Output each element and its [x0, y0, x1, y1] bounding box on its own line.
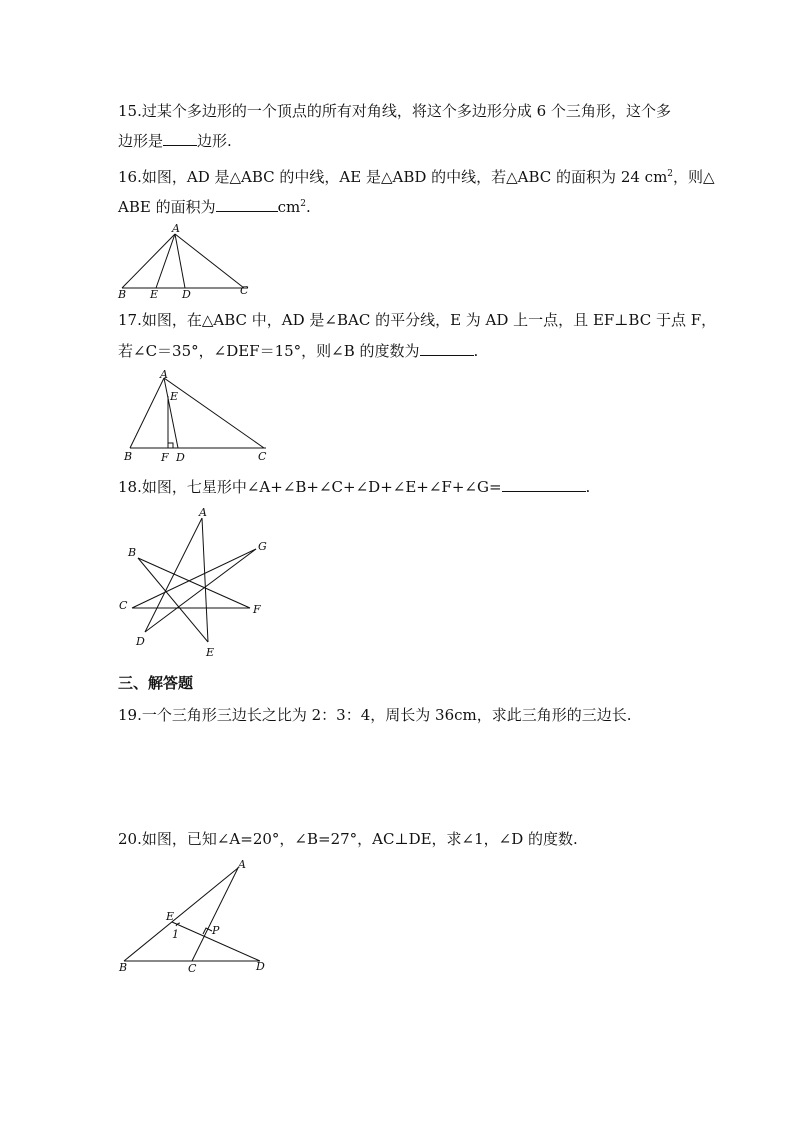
q16-label-c: C — [240, 284, 249, 297]
q16-label-d: D — [182, 288, 191, 301]
q16-figure — [110, 222, 260, 302]
q20-label-d: D — [256, 960, 265, 973]
q18-end: . — [585, 478, 591, 496]
section-heading: 三、解答题 — [118, 674, 194, 692]
q20-label-1: 1 — [172, 928, 179, 941]
q17-label-e: E — [170, 390, 179, 403]
q18-label-c: C — [119, 599, 128, 612]
q16-text-end: ，则△ — [673, 168, 715, 186]
q17-line2 — [118, 341, 478, 361]
q15-line1: 15.过某个多边形的一个顶点的所有对角线，将这个多边形分成 6 个三角形，这个多 — [118, 102, 671, 120]
q17-label-a: A — [160, 368, 168, 381]
q18-label-g: G — [258, 540, 267, 553]
q16-text: 16.如图，AD 是△ABC 的中线，AE 是△ABD 的中线，若△ABC 的面积为 24 cm — [118, 168, 668, 186]
q18-label-d: D — [136, 635, 145, 648]
q17-label-c: C — [258, 450, 267, 463]
q20-label-c: C — [188, 962, 197, 975]
q20-label-p: P — [212, 924, 220, 937]
q16-answer-blank[interactable] — [216, 197, 278, 212]
q16-sup: 2 — [667, 169, 674, 179]
q18-answer-blank[interactable] — [502, 477, 586, 492]
q16-end: . — [305, 198, 311, 216]
q20-label-a: A — [238, 858, 246, 871]
q17-line1: 17.如图，在△ABC 中，AD 是∠BAC 的平分线，E 为 AD 上一点，且 EF⊥BC 于点 F， — [118, 311, 717, 329]
q15-line2 — [118, 131, 232, 151]
q20-label-b: B — [119, 961, 128, 974]
q16-line1 — [118, 164, 715, 187]
q20-figure — [110, 856, 280, 976]
q17-label-f: F — [161, 451, 169, 463]
q17-figure — [118, 368, 278, 463]
q18-line1 — [118, 477, 590, 497]
q16-label-b: B — [118, 288, 127, 301]
q18-label-e: E — [206, 646, 215, 659]
q18-text: 18.如图，七星形中∠A+∠B+∠C+∠D+∠E+∠F+∠G= — [118, 478, 502, 496]
q18-label-a: A — [199, 506, 207, 519]
q16-unit: cm — [277, 198, 301, 216]
q20-line1: 20.如图，已知∠A=20°，∠B=27°，AC⊥DE，求∠1，∠D 的度数. — [118, 830, 578, 848]
q18-label-b: B — [128, 546, 137, 559]
q15-text-b: 边形. — [197, 132, 232, 150]
q16-label-e: E — [150, 288, 159, 301]
q17-end: . — [473, 342, 479, 360]
q18-label-f: F — [253, 603, 261, 616]
q19-line1: 19.一个三角形三边长之比为 2：3：4，周长为 36cm，求此三角形的三边长. — [118, 706, 632, 724]
q17-label-d: D — [176, 451, 185, 463]
q17-text: 若∠C＝35°，∠DEF＝15°，则∠B 的度数为 — [118, 342, 420, 360]
q16-text-a: ABE 的面积为 — [118, 198, 216, 216]
q20-label-e: E — [166, 910, 175, 923]
q18-figure — [110, 502, 280, 662]
q16-line2 — [118, 194, 311, 217]
q16-unit-sup: 2 — [300, 199, 306, 209]
q15-text-a: 边形是 — [118, 132, 164, 150]
q17-answer-blank[interactable] — [420, 341, 474, 356]
q16-label-a: A — [172, 222, 180, 235]
q17-label-b: B — [124, 450, 133, 463]
q15-answer-blank[interactable] — [163, 131, 197, 146]
